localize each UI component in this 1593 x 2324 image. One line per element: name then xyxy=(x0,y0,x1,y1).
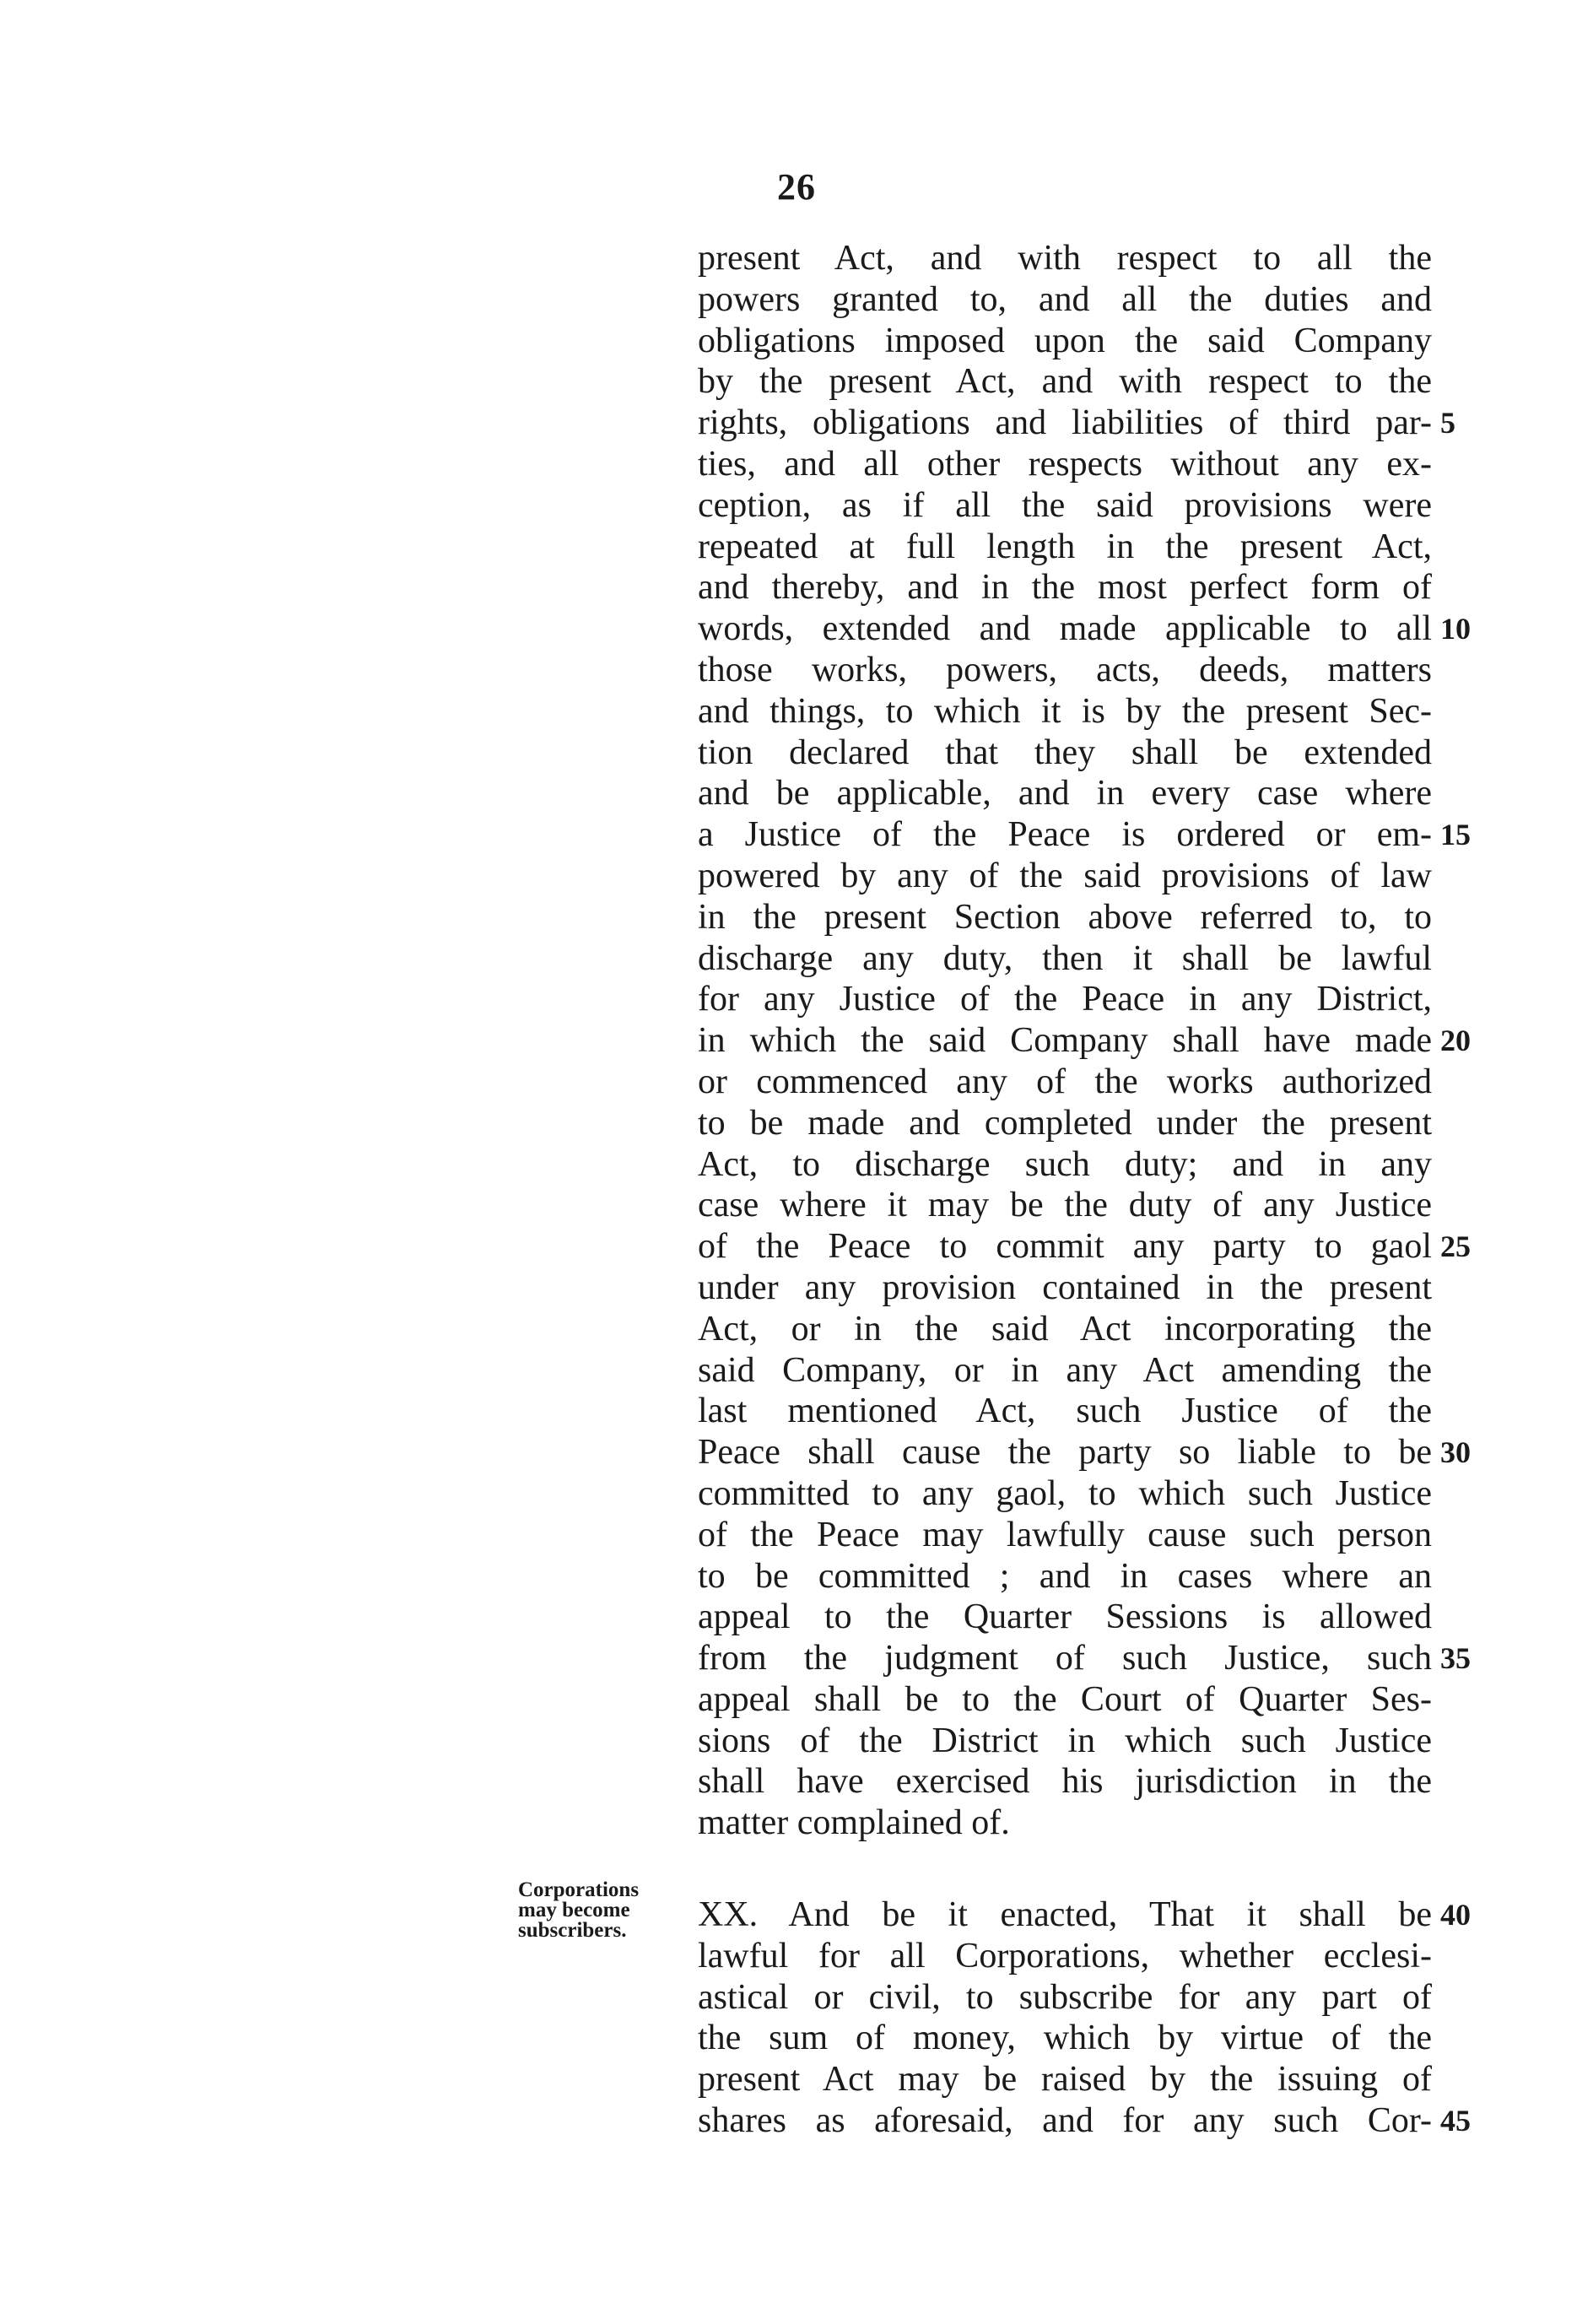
text-line xyxy=(698,773,1432,814)
line-text: discharge any duty, then it shall be lawful xyxy=(698,938,1432,978)
text-line xyxy=(698,814,1471,856)
line-text: the sum of money, which by virtue of the xyxy=(698,2019,1432,2058)
line-text: XX. And be it enacted, That it shall be xyxy=(698,1895,1432,1935)
line-text: tion declared that they shall be extended xyxy=(698,732,1432,772)
text-line xyxy=(698,1350,1432,1392)
line-text: case where it may be the duty of any Justice xyxy=(698,1186,1432,1225)
line-text: in which the said Company shall have made xyxy=(698,1021,1432,1061)
section-gap xyxy=(698,1844,1432,1894)
text-line xyxy=(698,1020,1471,1062)
text-line xyxy=(698,1391,1432,1432)
text-line xyxy=(698,1515,1432,1556)
text-line xyxy=(698,1432,1471,1473)
text-line xyxy=(698,1309,1432,1350)
line-text: matter complained of. xyxy=(698,1803,1010,1843)
line-number: 15 xyxy=(1440,818,1471,852)
text-line xyxy=(698,1556,1432,1597)
text-line xyxy=(698,567,1432,608)
text-line xyxy=(698,1597,1432,1638)
margin-note-line: subscribers. xyxy=(518,1919,627,1942)
text-line xyxy=(698,1894,1471,1936)
text-line xyxy=(698,1103,1432,1144)
text-line xyxy=(698,2018,1432,2059)
line-text: Act, or in the said Act incorporating the xyxy=(698,1309,1432,1348)
line-text: ception, as if all the said provisions were xyxy=(698,485,1432,525)
text-line xyxy=(698,527,1432,568)
line-text: a Justice of the Peace is ordered or em- xyxy=(698,815,1432,855)
text-line xyxy=(698,1185,1432,1226)
section-two xyxy=(698,1894,1471,2142)
line-number: 20 xyxy=(1440,1024,1471,1058)
text-line xyxy=(698,361,1432,403)
line-text: astical or civil, to subscribe for any part of xyxy=(698,1977,1432,2017)
line-text: Act, to discharge such duty; and in any xyxy=(698,1144,1432,1184)
line-number: 40 xyxy=(1440,1898,1471,1932)
line-number: 25 xyxy=(1440,1230,1471,1264)
line-text: committed to any gaol, to which such Justice xyxy=(698,1473,1432,1513)
body-text xyxy=(698,238,1471,2142)
text-line xyxy=(698,485,1432,527)
text-line xyxy=(698,856,1432,897)
line-text: to be made and completed under the present xyxy=(698,1103,1432,1143)
text-line xyxy=(698,2100,1471,2142)
text-line xyxy=(698,321,1432,362)
line-text: from the judgment of such Justice, such xyxy=(698,1639,1432,1678)
text-line xyxy=(698,2059,1432,2100)
text-line xyxy=(698,1267,1432,1309)
line-text: in the present Section above referred to, to xyxy=(698,897,1432,937)
text-line xyxy=(698,897,1432,938)
text-line xyxy=(698,608,1471,650)
margin-note-line: Corporations xyxy=(518,1878,640,1901)
text-line xyxy=(698,1062,1432,1103)
text-line xyxy=(698,1144,1432,1186)
line-number: 35 xyxy=(1440,1641,1471,1676)
text-line xyxy=(698,979,1432,1020)
line-text: said Company, or in any Act amending the xyxy=(698,1350,1432,1390)
text-line xyxy=(698,1761,1432,1802)
text-line xyxy=(698,1473,1432,1515)
line-text: present Act, and with respect to all the xyxy=(698,239,1432,278)
text-line xyxy=(698,444,1432,485)
line-text: lawful for all Corporations, whether ecclesi- xyxy=(698,1936,1432,1975)
text-line xyxy=(698,938,1432,980)
line-text: and thereby, and in the most perfect form of xyxy=(698,568,1432,608)
line-text: obligations imposed upon the said Company xyxy=(698,321,1432,360)
line-text: repeated at full length in the present Act, xyxy=(698,527,1432,566)
line-text: words, extended and made applicable to all xyxy=(698,609,1432,649)
text-line xyxy=(698,403,1455,444)
line-text: for any Justice of the Peace in any District, xyxy=(698,980,1432,1019)
text-line xyxy=(698,1721,1432,1762)
margin-note xyxy=(518,1880,687,1941)
line-text: powers granted to, and all the duties and xyxy=(698,279,1432,319)
text-line xyxy=(698,279,1432,321)
line-text: sions of the District in which such Justice xyxy=(698,1721,1432,1760)
line-text: appeal shall be to the Court of Quarter Ses- xyxy=(698,1679,1432,1719)
line-number: 30 xyxy=(1440,1435,1471,1470)
text-line xyxy=(698,691,1432,732)
line-text: rights, obligations and liabilities of third par- xyxy=(698,403,1432,443)
line-text: present Act may be raised by the issuing of xyxy=(698,2060,1432,2100)
line-text: appeal to the Quarter Sessions is allowed xyxy=(698,1597,1432,1637)
text-line xyxy=(698,1802,1432,1844)
line-text: shares as aforesaid, and for any such Cor- xyxy=(698,2101,1432,2141)
text-line xyxy=(698,1638,1471,1679)
line-text: and be applicable, and in every case where xyxy=(698,774,1432,813)
text-line xyxy=(698,650,1432,691)
text-line xyxy=(698,1679,1432,1721)
line-text: those works, powers, acts, deeds, matters xyxy=(698,650,1432,689)
text-line xyxy=(698,732,1432,774)
line-text: to be committed ; and in cases where an xyxy=(698,1556,1432,1596)
line-text: powered by any of the said provisions of law xyxy=(698,856,1432,895)
line-text: and things, to which it is by the present Sec- xyxy=(698,691,1432,731)
line-number: 45 xyxy=(1440,2104,1471,2138)
line-text: or commenced any of the works authorized xyxy=(698,1062,1432,1101)
line-text: Peace shall cause the party so liable to be xyxy=(698,1433,1432,1473)
line-text: by the present Act, and with respect to the xyxy=(698,362,1432,402)
line-text: under any provision contained in the present xyxy=(698,1267,1432,1307)
line-number: 5 xyxy=(1440,406,1455,440)
line-text: last mentioned Act, such Justice of the xyxy=(698,1392,1432,1431)
text-line xyxy=(698,1977,1432,2019)
section-one xyxy=(698,238,1471,1844)
line-text: of the Peace may lawfully cause such person xyxy=(698,1515,1432,1554)
page-number: 26 xyxy=(777,166,816,208)
margin-note-line: may become xyxy=(518,1899,630,1921)
line-text: ties, and all other respects without any ex- xyxy=(698,444,1432,484)
text-line xyxy=(698,1936,1432,1977)
line-number: 10 xyxy=(1440,612,1471,646)
text-line xyxy=(698,1226,1471,1267)
line-text: shall have exercised his jurisdiction in the xyxy=(698,1762,1432,1802)
line-text: of the Peace to commit any party to gaol xyxy=(698,1227,1432,1267)
text-line xyxy=(698,238,1432,279)
